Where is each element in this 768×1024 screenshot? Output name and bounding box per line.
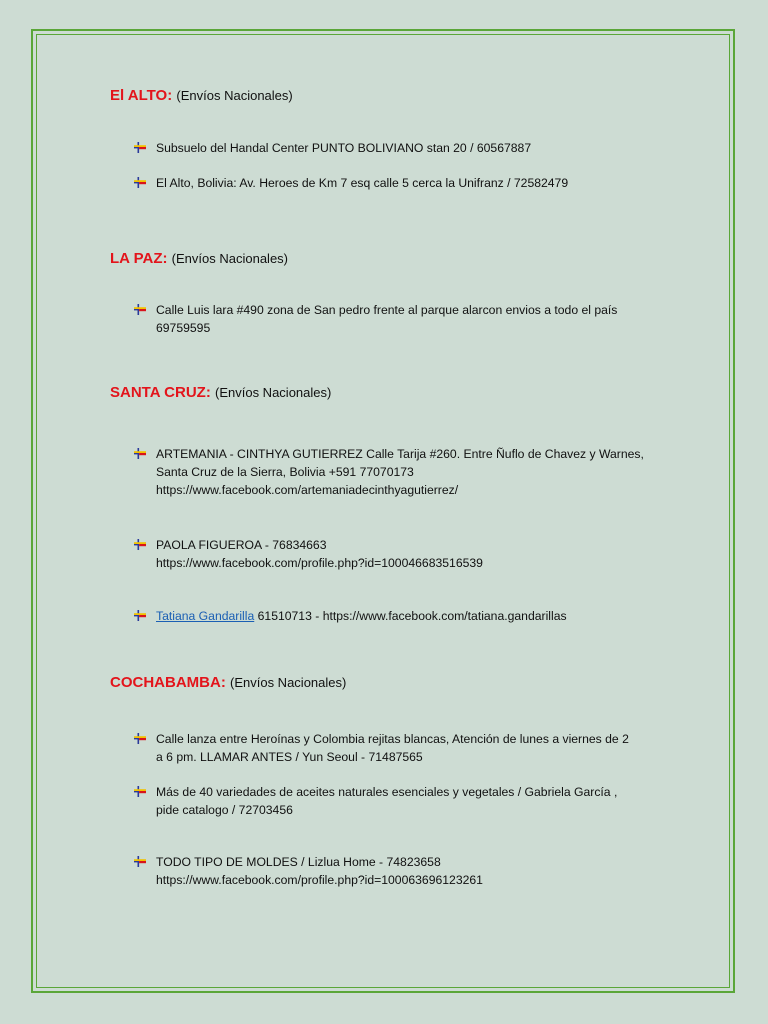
entry-list — [110, 853, 670, 889]
entry-line: https://www.facebook.com/artemaniadecinthyagutierrez/ — [156, 483, 459, 497]
list-item — [110, 730, 670, 766]
flag-bullet-part — [134, 613, 146, 615]
list-item — [110, 139, 670, 157]
flag-bullet-part — [134, 789, 146, 791]
section-cochabamba — [110, 673, 670, 693]
flag-bullet-part — [138, 786, 140, 797]
flag-bullet-svg — [134, 610, 146, 621]
entry-line: El Alto, Bolivia: Av. Heroes de Km 7 esq calle 5 cerca la Unifranz / 72582479 — [156, 176, 569, 190]
entry-list — [110, 301, 670, 337]
entry-line: TODO TIPO DE MOLDES / Lizlua Home - 74823658 — [156, 855, 441, 869]
section-heading — [110, 673, 670, 693]
flag-bullet-part — [134, 182, 138, 183]
flag-bullet-part — [139, 738, 146, 740]
section-note: (Envíos Nacionales) — [176, 88, 293, 103]
entry-line: Calle lanza entre Heroínas y Colombia rejitas blancas, Atención de lunes a viernes de 2 — [156, 732, 629, 746]
flag-bullet-part — [138, 539, 140, 550]
flag-bullet-part — [139, 309, 146, 311]
flag-bullet-part — [134, 861, 138, 862]
section-el-alto — [110, 86, 670, 106]
flag-bullet-part — [134, 309, 138, 310]
entry-line: Santa Cruz de la Sierra, Bolivia +591 77070173 — [156, 465, 414, 479]
flag-bullet-part — [138, 610, 140, 621]
entry-line: pide catalogo / 72703456 — [156, 803, 293, 817]
section-la-paz — [110, 249, 670, 269]
tatiana-gandarilla-link[interactable]: Tatiana Gandarilla — [156, 609, 255, 623]
entry-line: Subsuelo del Handal Center PUNTO BOLIVIANO stan 20 / 60567887 — [156, 141, 532, 155]
flag-bullet-part — [139, 182, 146, 184]
list-item — [110, 536, 670, 572]
flag-bullet-svg — [134, 177, 146, 188]
flag-bullet-icon — [134, 142, 146, 153]
flag-bullet-part — [138, 856, 140, 867]
flag-bullet-part — [134, 736, 146, 738]
flag-bullet-part — [139, 544, 146, 546]
section-heading — [110, 383, 670, 403]
flag-bullet-part — [138, 177, 140, 188]
flag-bullet-svg — [134, 304, 146, 315]
entry-line: 61510713 - https://www.facebook.com/tatiana.gandarillas — [254, 609, 567, 623]
flag-bullet-svg — [134, 786, 146, 797]
flag-bullet-part — [138, 142, 140, 153]
flag-bullet-icon — [134, 177, 146, 188]
flag-bullet-icon — [134, 304, 146, 315]
section-santa-cruz — [110, 383, 670, 403]
flag-bullet-svg — [134, 856, 146, 867]
section-note: (Envíos Nacionales) — [215, 385, 332, 400]
section-note: (Envíos Nacionales) — [171, 251, 288, 266]
list-item — [110, 445, 670, 499]
entry-line: a 6 pm. LLAMAR ANTES / Yun Seoul - 71487565 — [156, 750, 423, 764]
flag-bullet-part — [134, 451, 146, 453]
flag-bullet-part — [134, 791, 138, 792]
entry-line: PAOLA FIGUEROA - 76834663 — [156, 538, 327, 552]
flag-bullet-part — [134, 180, 146, 182]
entry-list — [110, 139, 670, 157]
section-note: (Envíos Nacionales) — [230, 675, 347, 690]
flag-bullet-svg — [134, 448, 146, 459]
entry-line: 69759595 — [156, 321, 211, 335]
section-heading — [110, 86, 670, 106]
flag-bullet-svg — [134, 733, 146, 744]
flag-bullet-part — [138, 304, 140, 315]
list-item — [110, 853, 670, 889]
flag-bullet-part — [134, 615, 138, 616]
flag-bullet-part — [139, 861, 146, 863]
flag-bullet-icon — [134, 856, 146, 867]
flag-bullet-part — [134, 542, 146, 544]
flag-bullet-part — [134, 859, 146, 861]
entry-list — [110, 174, 670, 192]
entry-line: Calle Luis lara #490 zona de San pedro frente al parque alarcon envios a todo el país — [156, 303, 618, 317]
entry-list — [110, 536, 670, 572]
flag-bullet-part — [134, 544, 138, 545]
flag-bullet-part — [134, 147, 138, 148]
entry-line: https://www.facebook.com/profile.php?id=100046683516539 — [156, 556, 483, 570]
flag-bullet-icon — [134, 448, 146, 459]
flag-bullet-svg — [134, 539, 146, 550]
list-item — [110, 301, 670, 337]
list-item — [110, 174, 670, 192]
entry-list — [110, 445, 670, 499]
section-place: El ALTO: — [110, 87, 173, 104]
entry-line: Más de 40 variedades de aceites naturales esenciales y vegetales / Gabriela García , — [156, 785, 618, 799]
section-place: LA PAZ: — [110, 250, 168, 267]
flag-bullet-part — [134, 307, 146, 309]
flag-bullet-part — [139, 147, 146, 149]
flag-bullet-part — [134, 738, 138, 739]
entry-line: https://www.facebook.com/profile.php?id=100063696123261 — [156, 873, 483, 887]
entry-list — [110, 783, 670, 819]
flag-bullet-part — [134, 453, 138, 454]
flag-bullet-part — [139, 791, 146, 793]
entry-line: ARTEMANIA - CINTHYA GUTIERREZ Calle Tarija #260. Entre Ñuflo de Chavez y Warnes, — [156, 447, 644, 461]
flag-bullet-svg — [134, 142, 146, 153]
list-item — [110, 607, 670, 625]
section-place: SANTA CRUZ: — [110, 384, 211, 401]
flag-bullet-part — [138, 448, 140, 459]
flag-bullet-part — [134, 145, 146, 147]
flag-bullet-part — [139, 453, 146, 455]
entry-list — [110, 607, 670, 625]
flag-bullet-icon — [134, 733, 146, 744]
flag-bullet-part — [139, 615, 146, 617]
flag-bullet-icon — [134, 610, 146, 621]
flag-bullet-part — [138, 733, 140, 744]
flag-bullet-icon — [134, 786, 146, 797]
flag-bullet-icon — [134, 539, 146, 550]
list-item — [110, 783, 670, 819]
section-place: COCHABAMBA: — [110, 674, 226, 691]
entry-list — [110, 730, 670, 766]
section-heading — [110, 249, 670, 269]
